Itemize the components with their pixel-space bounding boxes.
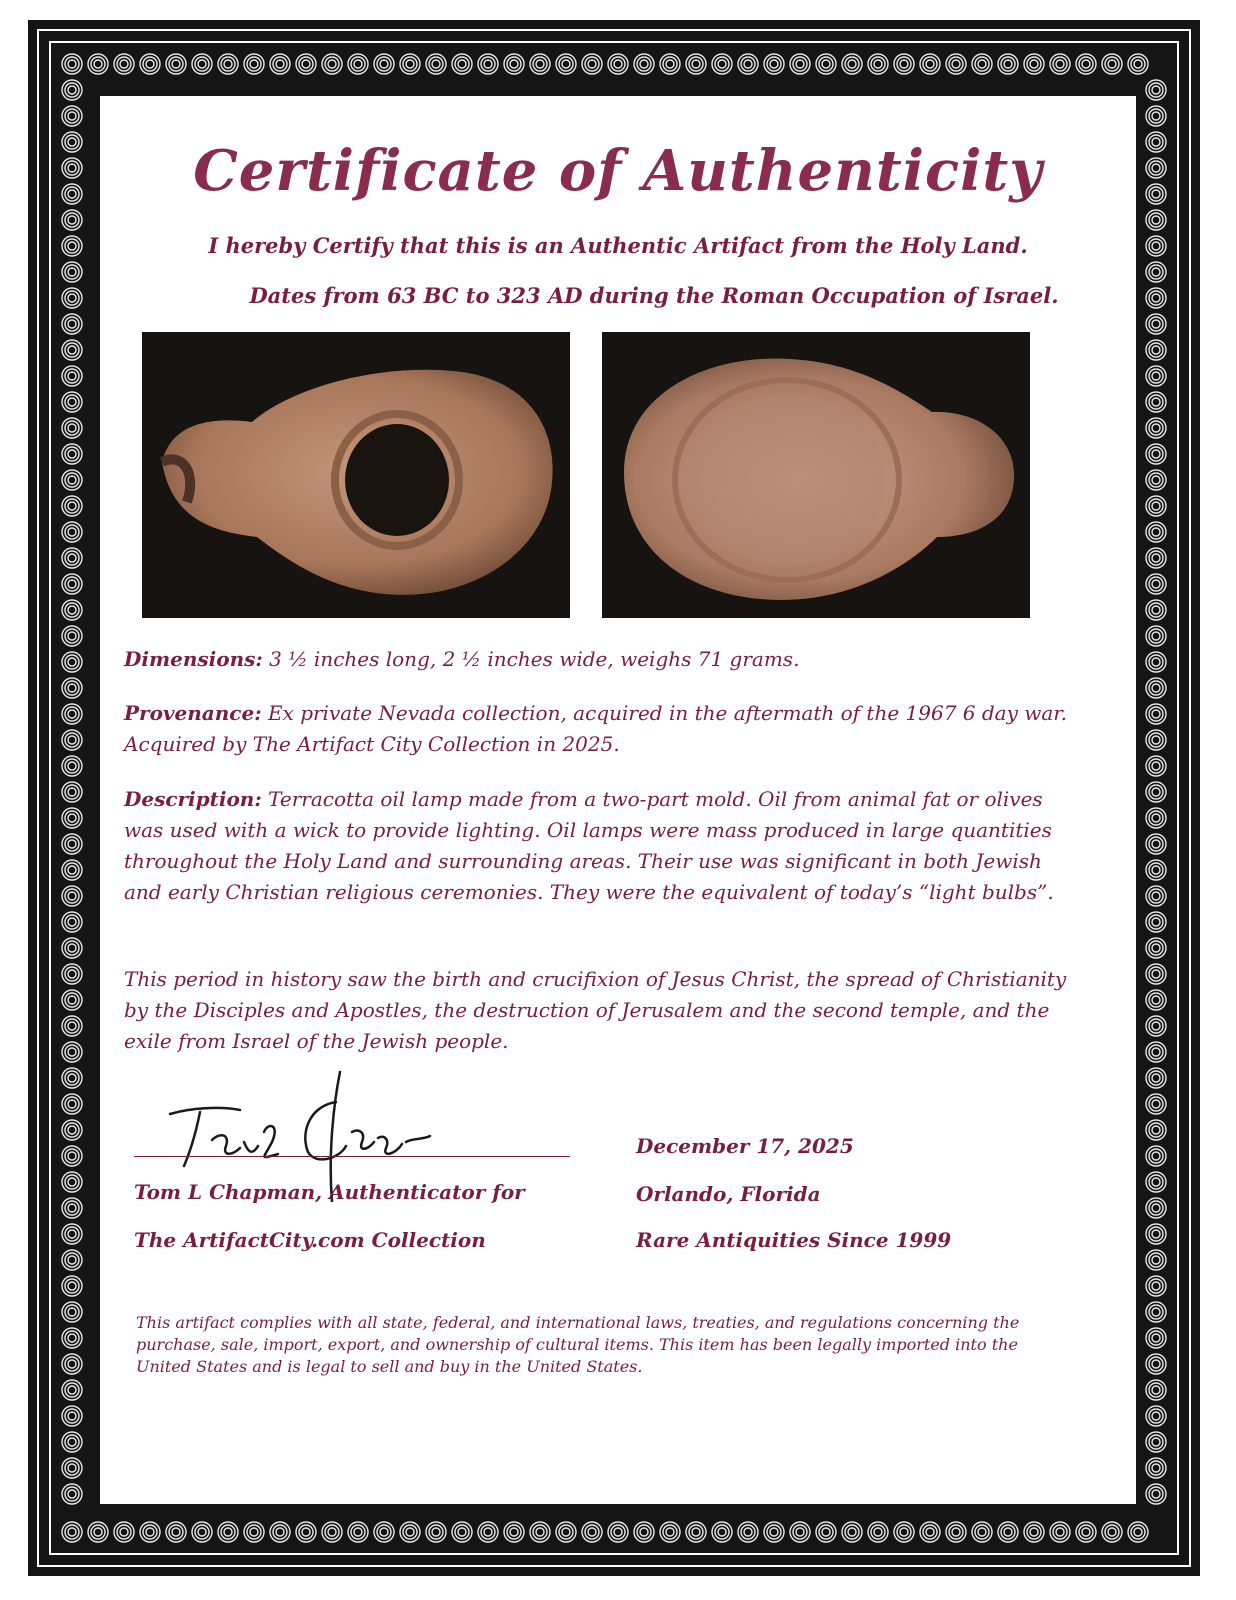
oil-lamp-bottom-photo (602, 332, 1030, 618)
certificate-location: Orlando, Florida (636, 1182, 821, 1206)
signer-organization: The ArtifactCity.com Collection (134, 1228, 486, 1252)
oil-lamp-top-photo (142, 332, 570, 618)
description-label: Description: (124, 787, 262, 811)
certification-statement: I hereby Certify that this is an Authentic Artifact from the Holy Land. (208, 233, 1028, 258)
dimensions-label: Dimensions: (124, 647, 263, 671)
date-range-statement: Dates from 63 BC to 323 AD during the Roman Occupation of Israel. (249, 283, 1059, 308)
certificate-date: December 17, 2025 (636, 1134, 854, 1158)
company-tagline: Rare Antiquities Since 1999 (636, 1228, 952, 1252)
description-text: Terracotta oil lamp made from a two-part mold. Oil from animal fat or olives was used with a wick to provide lighting. Oil lamps were mass produced in large quantities throughout the Holy Land and surrounding areas. Their use was significant in both Jewish and early Christian religious ceremonies. They were the equivalent of today’s “light bulbs”. (124, 787, 1054, 904)
dimensions-paragraph (124, 644, 1084, 675)
certificate-body (100, 96, 1136, 1504)
signature-line (134, 1156, 570, 1157)
legal-disclaimer: This artifact complies with all state, federal, and international laws, treaties, and regulations concerning the purchase, sale, import, export, and ownership of cultural items. This item has been legally imported into the United States and is legal to sell and buy in the United States. (136, 1313, 1020, 1376)
provenance-label: Provenance: (124, 701, 262, 725)
description-paragraph (124, 784, 1084, 908)
signer-name: Tom L Chapman, Authenticator for (134, 1180, 525, 1204)
provenance-paragraph (124, 698, 1084, 760)
history-paragraph: This period in history saw the birth and crucifixion of Jesus Christ, the spread of Christianity by the Disciples and Apostles, the destruction of Jerusalem and the second temple, and the exile from Israel of the Jewish people. (124, 967, 1067, 1053)
provenance-text: Ex private Nevada collection, acquired in the aftermath of the 1967 6 day war. Acquired by The Artifact City Collection in 2025. (124, 701, 1068, 756)
dimensions-text: 3 ½ inches long, 2 ½ inches wide, weighs 71 grams. (262, 647, 800, 671)
certificate-title: Certificate of Authenticity (193, 138, 1043, 204)
